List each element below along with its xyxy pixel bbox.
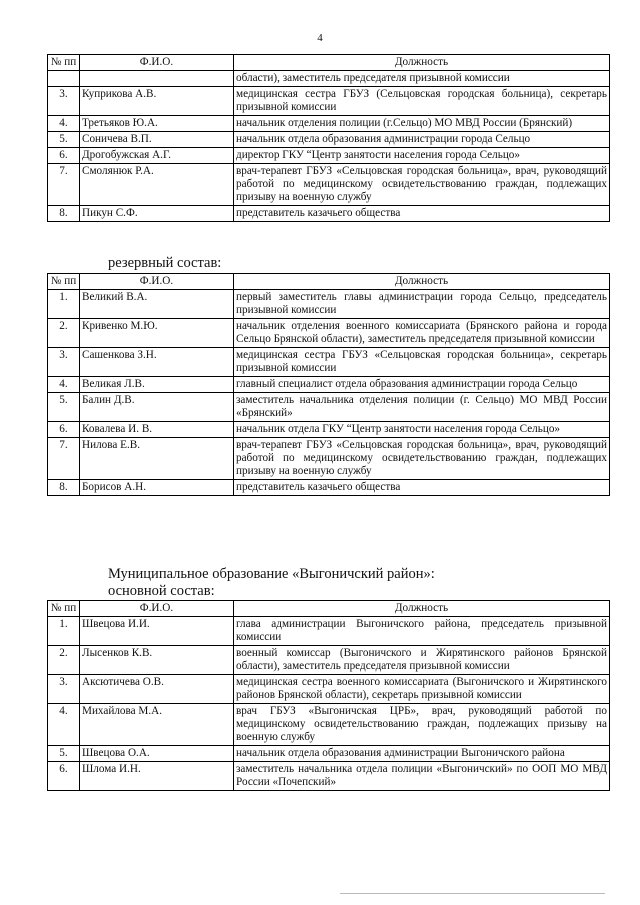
cell-num: 7. [48, 164, 80, 206]
cell-fio [80, 71, 234, 87]
reserve-composition-label: резервный состав: [108, 255, 222, 271]
cell-fio: Ковалева И. В. [80, 422, 234, 438]
cell-num: 3. [48, 348, 80, 377]
cell-num: 7. [48, 438, 80, 480]
cell-num: 1. [48, 617, 80, 646]
table-row [48, 148, 610, 164]
cell-pos: врач-терапевт ГБУЗ «Сельцовская городская больница», врач, руководящий работой по медицинскому освидетельствованию граждан, подлежащих призыву на военную службу [234, 164, 610, 206]
cell-pos: начальник отдела образования администрации Выгоничского района [234, 746, 610, 762]
table-row [48, 438, 610, 480]
cell-pos: врач ГБУЗ «Выгоничская ЦРБ», врач, руководящий работой по медицинскому освидетельствованию граждан, подлежащих призыву на военную службу [234, 704, 610, 746]
cell-num: 6. [48, 422, 80, 438]
cell-pos: врач-терапевт ГБУЗ «Сельцовская городская больница», врач, руководящий работой по медицинскому освидетельствованию граждан, подлежащих призыву на военную службу [234, 438, 610, 480]
cell-pos: медицинская сестра военного комиссариата (Выгоничского и Жирятинского районов Брянской области), секретарь призывной комиссии [234, 675, 610, 704]
cell-fio: Михайлова М.А. [80, 704, 234, 746]
cell-fio: Третьяков Ю.А. [80, 116, 234, 132]
cell-pos: директор ГКУ “Центр занятости населения города Сельцо» [234, 148, 610, 164]
table-row [48, 132, 610, 148]
commission-table-reserve [47, 273, 610, 496]
header-position: Должность [234, 601, 610, 617]
table-header-row [48, 55, 610, 71]
cell-fio: Шлома И.Н. [80, 762, 234, 791]
cell-pos: заместитель начальника отделения полиции (г. Сельцо) МО МВД России «Брянский» [234, 393, 610, 422]
cell-num: 4. [48, 704, 80, 746]
table-row [48, 646, 610, 675]
table-row [48, 377, 610, 393]
page-number: 4 [317, 32, 323, 44]
cell-num [48, 71, 80, 87]
cell-fio: Швецова О.А. [80, 746, 234, 762]
cell-fio: Великий В.А. [80, 290, 234, 319]
table-row [48, 206, 610, 222]
table-row [48, 617, 610, 646]
cell-pos: представитель казачьего общества [234, 206, 610, 222]
cell-num: 3. [48, 87, 80, 116]
cell-num: 6. [48, 762, 80, 791]
cell-fio: Балин Д.В. [80, 393, 234, 422]
table-row [48, 319, 610, 348]
cell-pos: заместитель начальника отдела полиции «Выгоничский» по ООП МО МВД России «Почепский» [234, 762, 610, 791]
table-row [48, 290, 610, 319]
cell-pos: начальник отдела образования администрации города Сельцо [234, 132, 610, 148]
commission-table-main [47, 54, 610, 222]
cell-pos: начальник отделения военного комиссариата (Брянского района и города Сельцо Брянской области), заместитель председателя призывной комиссии [234, 319, 610, 348]
cell-num: 5. [48, 393, 80, 422]
header-num: № пп [48, 55, 80, 71]
cell-num: 2. [48, 646, 80, 675]
cell-num: 6. [48, 148, 80, 164]
cell-pos: глава администрации Выгоничского района, председатель призывной комиссии [234, 617, 610, 646]
table-row [48, 480, 610, 496]
table-row [48, 422, 610, 438]
header-fio: Ф.И.О. [80, 274, 234, 290]
header-num: № пп [48, 601, 80, 617]
cell-fio: Кривенко М.Ю. [80, 319, 234, 348]
cell-fio: Соничева В.П. [80, 132, 234, 148]
cell-num: 2. [48, 319, 80, 348]
cell-fio: Пикун С.Ф. [80, 206, 234, 222]
footer-divider [340, 893, 605, 894]
table-row [48, 87, 610, 116]
cell-fio: Смолянюк Р.А. [80, 164, 234, 206]
header-num: № пп [48, 274, 80, 290]
cell-num: 5. [48, 746, 80, 762]
municipality-title: Муниципальное образование «Выгоничский район»: [108, 566, 435, 582]
header-fio: Ф.И.О. [80, 601, 234, 617]
table-header-row [48, 601, 610, 617]
table-row [48, 704, 610, 746]
cell-fio: Аксютичева О.В. [80, 675, 234, 704]
main-composition-label: основной состав: [108, 583, 215, 599]
header-position: Должность [234, 274, 610, 290]
cell-fio: Борисов А.Н. [80, 480, 234, 496]
cell-pos: области), заместитель председателя призывной комиссии [234, 71, 610, 87]
table-row [48, 164, 610, 206]
table-row [48, 762, 610, 791]
cell-num: 5. [48, 132, 80, 148]
cell-pos: главный специалист отдела образования администрации города Сельцо [234, 377, 610, 393]
cell-num: 4. [48, 377, 80, 393]
cell-pos: медицинская сестра ГБУЗ «Сельцовская городская больница», секретарь призывной комиссии [234, 348, 610, 377]
cell-fio: Лысенков К.В. [80, 646, 234, 675]
cell-pos: первый заместитель главы администрации города Сельцо, председатель призывной комиссии [234, 290, 610, 319]
table-row [48, 348, 610, 377]
header-position: Должность [234, 55, 610, 71]
cell-fio: Нилова Е.В. [80, 438, 234, 480]
cell-fio: Швецова И.И. [80, 617, 234, 646]
cell-pos: военный комиссар (Выгоничского и Жирятинского районов Брянской области), заместитель председателя призывной комиссии [234, 646, 610, 675]
table-row [48, 746, 610, 762]
table-row [48, 71, 610, 87]
cell-pos: начальник отдела ГКУ “Центр занятости населения города Сельцо» [234, 422, 610, 438]
cell-pos: начальник отделения полиции (г.Сельцо) МО МВД России (Брянский) [234, 116, 610, 132]
cell-num: 3. [48, 675, 80, 704]
table-row [48, 116, 610, 132]
cell-fio: Куприкова А.В. [80, 87, 234, 116]
cell-fio: Великая Л.В. [80, 377, 234, 393]
table-header-row [48, 274, 610, 290]
cell-pos: представитель казачьего общества [234, 480, 610, 496]
commission-table-vygonichi [47, 600, 610, 791]
cell-fio: Дрогобужская А.Г. [80, 148, 234, 164]
table-row [48, 393, 610, 422]
cell-num: 1. [48, 290, 80, 319]
cell-num: 8. [48, 206, 80, 222]
cell-num: 4. [48, 116, 80, 132]
header-fio: Ф.И.О. [80, 55, 234, 71]
cell-pos: медицинская сестра ГБУЗ (Сельцовская городская больница), секретарь призывной комиссии [234, 87, 610, 116]
table-row [48, 675, 610, 704]
cell-num: 8. [48, 480, 80, 496]
cell-fio: Сашенкова З.Н. [80, 348, 234, 377]
